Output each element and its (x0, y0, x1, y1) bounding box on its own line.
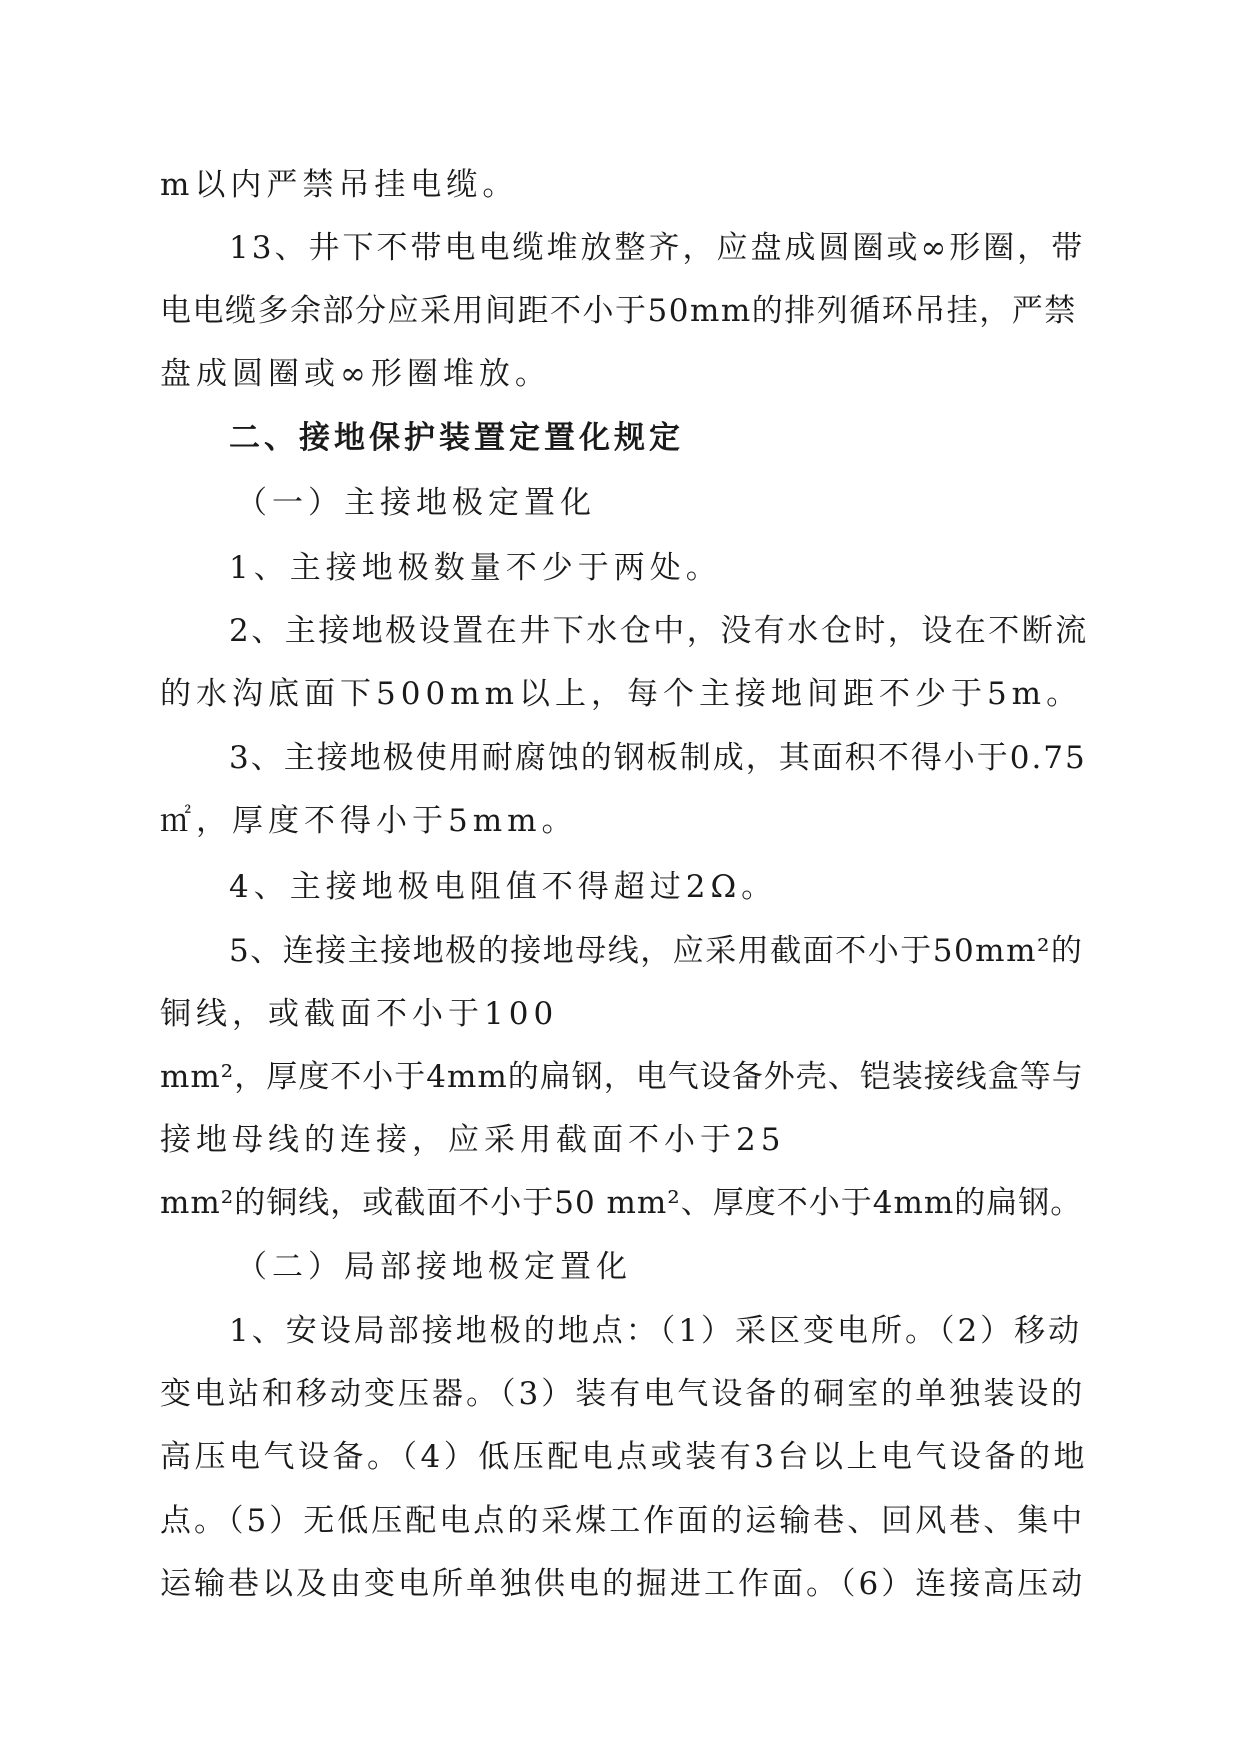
subsection-heading: （一）主接地极定置化 (236, 485, 596, 521)
text-line: 3、主接地极使用耐腐蚀的钢板制成，其面积不得小于0.75 (229, 740, 1087, 776)
text-line: 1、主接地极数量不少于两处。 (229, 550, 722, 586)
text-line: 4、主接地极电阻值不得超过2Ω。 (229, 869, 778, 905)
text-line: 2、主接地极设置在井下水仓中，没有水仓时，设在不断流 (229, 613, 1089, 649)
text-line: 运输巷以及由变电所单独供电的掘进工作面。（6）连接高压动 (160, 1566, 1086, 1602)
text-line: 接地母线的连接，应采用截面不小于25 (160, 1122, 786, 1158)
text-line: 1、安设局部接地极的地点：（1）采区变电所。（2）移动 (229, 1313, 1083, 1349)
subsection-heading: （二）局部接地极定置化 (236, 1249, 632, 1285)
text-line: mm²的铜线，或截面不小于50 mm²、厚度不小于4mm的扁钢。 (160, 1185, 1083, 1221)
text-line: 13、井下不带电电缆堆放整齐，应盘成圆圈或∞形圈，带 (229, 230, 1086, 266)
text-line: ㎡，厚度不得小于5mm。 (160, 803, 578, 839)
text-line: 点。（5）无低压配电点的采煤工作面的运输巷、回风巷、集中 (160, 1503, 1086, 1539)
text-line: 电电缆多余部分应采用间距不小于50mm的排列循环吊挂，严禁 (160, 293, 1077, 329)
text-line: 铜线，或截面不小于100 (160, 996, 559, 1032)
text-line: 的水沟底面下500mm以上，每个主接地间距不少于5m。 (160, 676, 1083, 712)
text-line: 高压电气设备。（4）低压配电点或装有3台以上电气设备的地 (160, 1439, 1088, 1475)
text-line: 5、连接主接地极的接地母线，应采用截面不小于50mm²的 (229, 933, 1084, 969)
text-line: 变电站和移动变压器。（3）装有电气设备的硐室的单独装设的 (160, 1376, 1086, 1412)
text-line: mm²，厚度不小于4mm的扁钢，电气设备外壳、铠装接线盒等与 (160, 1059, 1084, 1095)
text-line: 盘成圆圈或∞形圈堆放。 (160, 356, 551, 392)
text-line: m以内严禁吊挂电缆。 (160, 167, 519, 203)
section-heading: 二、接地保护装置定置化规定 (229, 420, 684, 456)
